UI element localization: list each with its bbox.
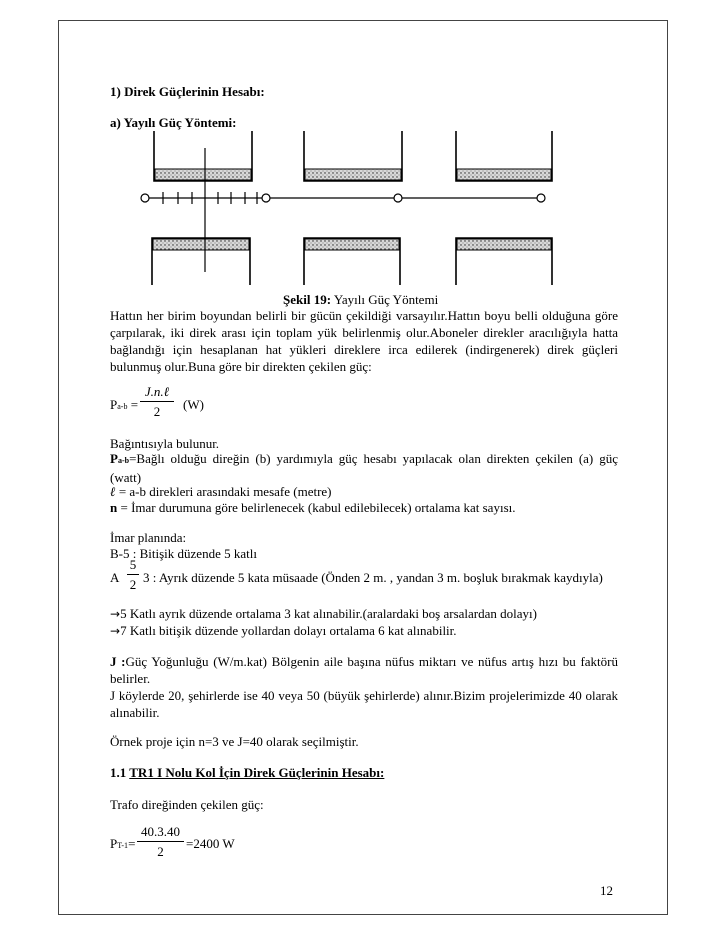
imar-a-fraction xyxy=(127,555,139,595)
figure-caption-text: Yayılı Güç Yöntemi xyxy=(331,292,439,307)
heading-yayili-guc: a) Yayılı Güç Yöntemi: xyxy=(110,115,237,130)
pole-4 xyxy=(537,194,545,202)
figure-caption-label: Şekil 19: xyxy=(283,292,332,307)
definition-j xyxy=(110,653,618,687)
definition-j-symbol: J : xyxy=(110,654,126,669)
formula-pt1-result: =2400 W xyxy=(186,836,235,851)
formula-pab-symbol: P xyxy=(110,397,118,412)
formula-pab xyxy=(110,397,138,415)
page-number: 12 xyxy=(600,883,613,898)
building-bottom-1 xyxy=(152,238,250,285)
building-top-3 xyxy=(456,131,552,181)
formula-pt1-denominator: 2 xyxy=(157,844,164,859)
j-values: J köylerde 20, şehirlerde ise 40 veya 50 (büyük şehirlerde) alınır.Bizim projelerimizde 40 olarak alınabilir. xyxy=(110,688,618,720)
imar-a-text: 3 : Ayrık düzende 5 kata müsaade (Önden 2 m. , yandan 3 m. boşluk bırakmak kaydıyla) xyxy=(143,570,603,585)
imar-a-denominator: 2 xyxy=(129,577,137,592)
building-bottom-3 xyxy=(456,238,552,285)
formula-pab-unit: (W) xyxy=(183,397,204,412)
formula-pab-fraction xyxy=(140,382,174,422)
definition-n xyxy=(110,500,516,516)
definition-pab-text: =Bağlı olduğu direğin (b) yardımıyla güç hesabı yapılacak olan direkten çekilen (a) güç (watt) xyxy=(110,451,618,485)
imar-a-prefix: A xyxy=(110,570,120,585)
line-bagintisiyla: Bağıntısıyla bulunur. xyxy=(110,436,220,451)
formula-pt1-sub: T-1 xyxy=(117,841,129,850)
arrow-item-2 xyxy=(110,623,457,639)
building-bottom-2 xyxy=(304,238,400,285)
formula-pab-sub: a-b xyxy=(117,402,128,411)
formula-pab-eq: = xyxy=(127,397,139,412)
pole-3 xyxy=(394,194,402,202)
section-1-1-number: 1.1 xyxy=(110,765,130,780)
definition-l xyxy=(110,484,332,500)
formula-pt1 xyxy=(110,836,135,854)
heading-direk-gucleri: 1) Direk Güçlerinin Hesabı: xyxy=(110,84,265,99)
pole-2 xyxy=(262,194,270,202)
definition-j-text: Güç Yoğunluğu (W/m.kat) Bölgenin aile başına nüfus miktarı ve nüfus artış hızı bu faktörü belirler. xyxy=(110,654,618,686)
definition-n-symbol: n xyxy=(110,500,118,515)
figure-caption xyxy=(283,292,438,308)
formula-pt1-fraction xyxy=(137,822,184,862)
imar-b5: B-5 : Bitişik düzende 5 katlı xyxy=(110,546,257,561)
formula-pab-numerator: J.n.ℓ xyxy=(144,384,170,399)
trafo-line: Trafo direğinden çekilen güç: xyxy=(110,797,264,812)
arrow-right-icon: → xyxy=(110,607,121,621)
building-top-2 xyxy=(304,131,402,181)
definition-pab-symbol: P xyxy=(110,451,118,466)
arrow-right-icon: → xyxy=(110,624,121,638)
arrow-item-1-text: 5 Katlı ayrık düzende ortalama 3 kat alınabilir.(aralardaki boş arsalardan dolayı) xyxy=(120,606,537,621)
formula-pab-denominator: 2 xyxy=(153,404,161,419)
arrow-item-1 xyxy=(110,606,537,622)
example-line: Örnek proje için n=3 ve J=40 olarak seçilmiştir. xyxy=(110,734,359,749)
paragraph-intro: Hattın her birim boyundan belirli bir gücün çekildiği varsayılır.Hattın boyu belli olduğuna göre çarpılarak, iki direk arası için toplam yük belirlenmiş olur.Aboneler direkler aracılığıyla hatta bağlandığı için hesaplanan hat yükleri direklere irca edilerek (indirgenerek) direk güçleri bulunmuş olur.Buna göre bir direkten çekilen güç: xyxy=(110,308,618,374)
building-top-1 xyxy=(154,131,252,181)
pole-1 xyxy=(141,194,149,202)
definition-l-text: = a-b direkleri arasındaki mesafe (metre) xyxy=(115,484,332,499)
formula-pt1-symbol: P xyxy=(110,836,118,851)
imar-a-numerator: 5 xyxy=(129,557,137,572)
section-1-1-heading xyxy=(110,765,384,781)
section-1-1-title: TR1 I Nolu Kol İçin Direk Güçlerinin Hesabı: xyxy=(129,765,385,780)
definition-pab xyxy=(110,450,618,486)
formula-pt1-eq: = xyxy=(128,836,136,851)
definition-pab-sub: a-b xyxy=(117,456,130,465)
definition-l-symbol: ℓ xyxy=(110,484,116,499)
arrow-item-2-text: 7 Katlı bitişik düzende yollardan dolayı ortalama 6 kat alınabilir. xyxy=(120,623,457,638)
definition-n-text: = İmar durumuna göre belirlenecek (kabul edilebilecek) ortalama kat sayısı. xyxy=(117,500,516,515)
formula-pt1-numerator: 40.3.40 xyxy=(141,824,180,839)
imar-title: İmar planında: xyxy=(110,530,187,545)
